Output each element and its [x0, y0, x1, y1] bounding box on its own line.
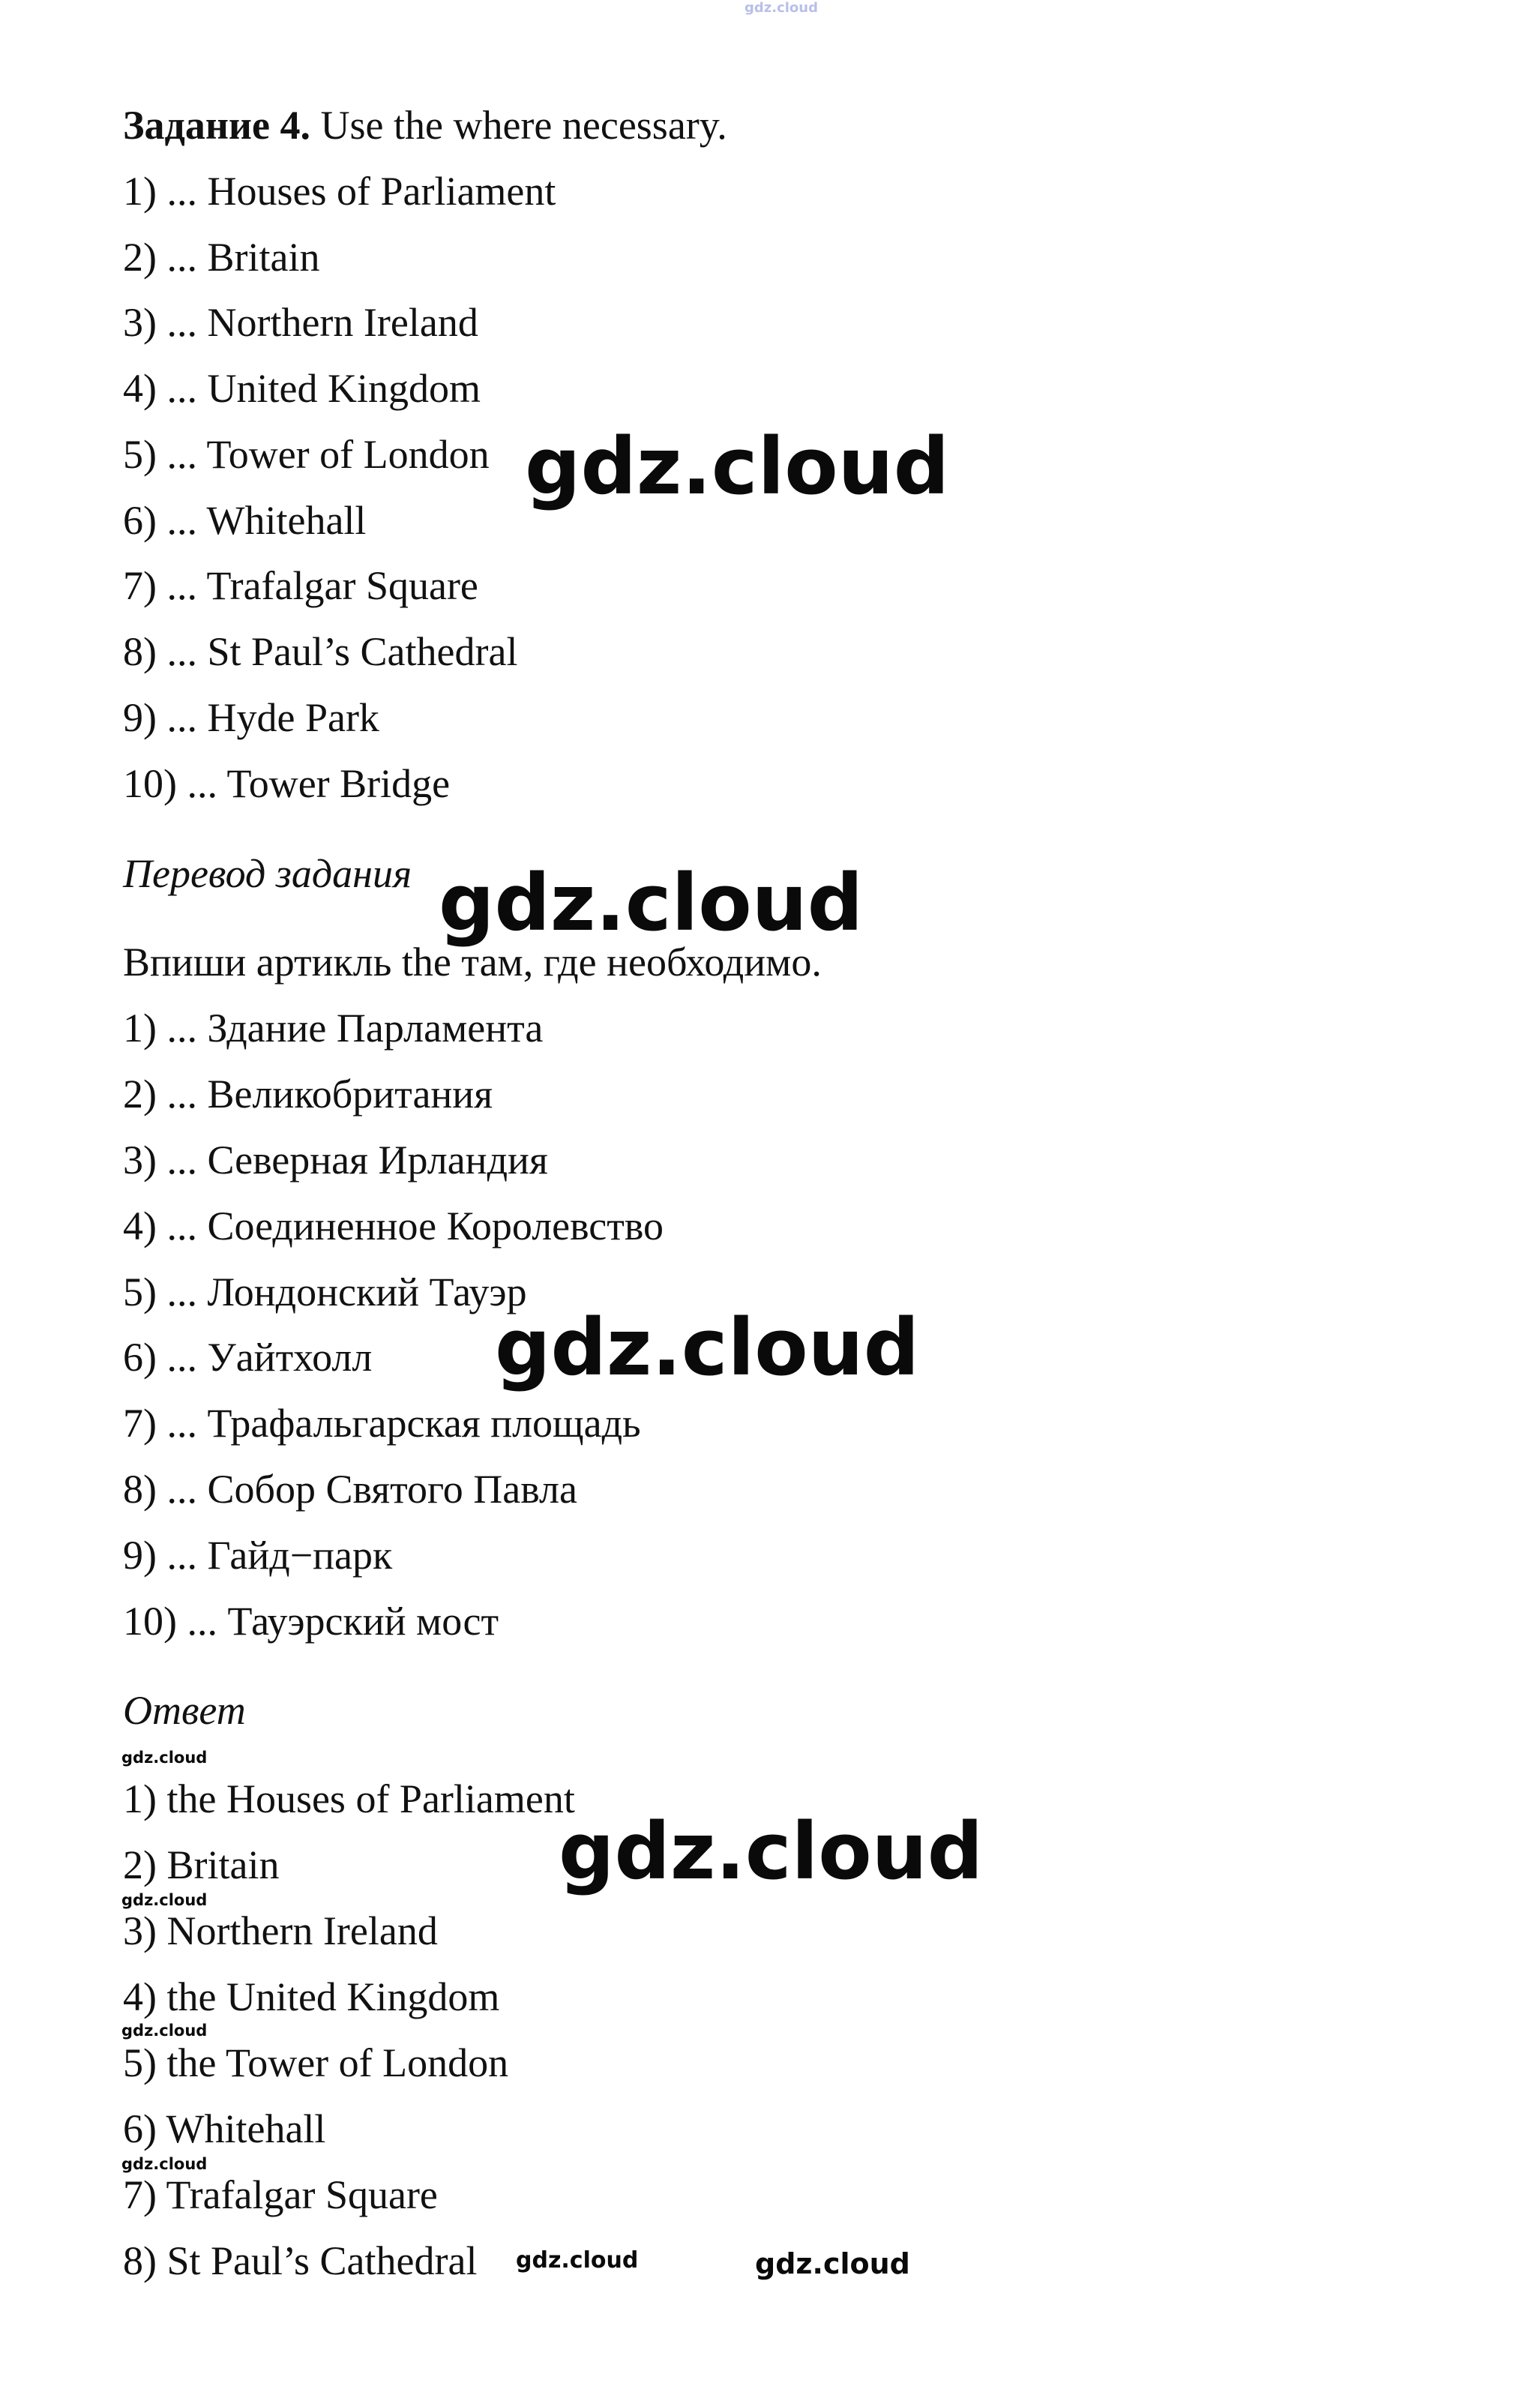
- answer-item: 4) the United Kingdom: [123, 1974, 500, 2019]
- watermark-small: gdz.cloud: [121, 2155, 208, 2173]
- watermark-large: gdz.cloud: [525, 421, 950, 512]
- task-title-line: [123, 103, 727, 148]
- watermark-small: gdz.cloud: [516, 2247, 639, 2274]
- task-item: 1) ... Houses of Parliament: [123, 169, 556, 214]
- task-item: 8) ... St Paul’s Cathedral: [123, 629, 518, 674]
- translation-item: 3) ... Северная Ирландия: [123, 1138, 548, 1183]
- task-item: 6) ... Whitehall: [123, 498, 367, 543]
- answer-item: 6) Whitehall: [123, 2106, 326, 2151]
- task-item: 7) ... Trafalgar Square: [123, 563, 478, 608]
- watermark-large: gdz.cloud: [495, 1302, 920, 1393]
- translation-heading: Перевод задания: [123, 851, 412, 896]
- translation-item: 10) ... Тауэрский мост: [123, 1599, 499, 1644]
- task-heading: Задание 4.: [123, 103, 311, 148]
- answer-item: 7) Trafalgar Square: [123, 2172, 438, 2217]
- answer-item: 2) Britain: [123, 1842, 280, 1887]
- translation-item: 6) ... Уайтхолл: [123, 1335, 373, 1380]
- watermark-top: gdz.cloud: [745, 0, 818, 16]
- translation-item: 9) ... Гайд−парк: [123, 1533, 393, 1578]
- task-item: 4) ... United Kingdom: [123, 366, 481, 411]
- watermark-medium: gdz.cloud: [755, 2247, 910, 2280]
- translation-item: 4) ... Соединенное Королевство: [123, 1203, 664, 1248]
- translation-item: 2) ... Великобритания: [123, 1072, 493, 1117]
- translation-instruction: Впиши артикль the там, где необходимо.: [123, 940, 822, 985]
- task-item: 3) ... Northern Ireland: [123, 300, 478, 345]
- translation-item: 1) ... Здание Парламента: [123, 1006, 544, 1051]
- watermark-small: gdz.cloud: [121, 1749, 208, 1767]
- translation-item: 8) ... Собор Святого Павла: [123, 1467, 577, 1512]
- task-instruction: Use the where necessary.: [320, 103, 727, 148]
- task-item: 2) ... Britain: [123, 235, 320, 280]
- translation-item: 5) ... Лондонский Тауэр: [123, 1269, 527, 1314]
- task-item: 10) ... Tower Bridge: [123, 761, 451, 806]
- watermark-large: gdz.cloud: [439, 857, 864, 949]
- watermark-small: gdz.cloud: [121, 1891, 208, 1909]
- translation-item: 7) ... Трафальгарская площадь: [123, 1401, 641, 1446]
- watermark-large: gdz.cloud: [559, 1806, 984, 1897]
- watermark-small: gdz.cloud: [121, 2022, 208, 2040]
- answer-item: 5) the Tower of London: [123, 2040, 509, 2085]
- task-item: 5) ... Tower of London: [123, 432, 490, 477]
- answer-item: 1) the Houses of Parliament: [123, 1776, 575, 1821]
- answer-item: 3) Northern Ireland: [123, 1908, 438, 1953]
- answer-item: 8) St Paul’s Cathedral: [123, 2238, 478, 2283]
- answer-heading: Ответ: [123, 1688, 246, 1733]
- task-item: 9) ... Hyde Park: [123, 695, 379, 740]
